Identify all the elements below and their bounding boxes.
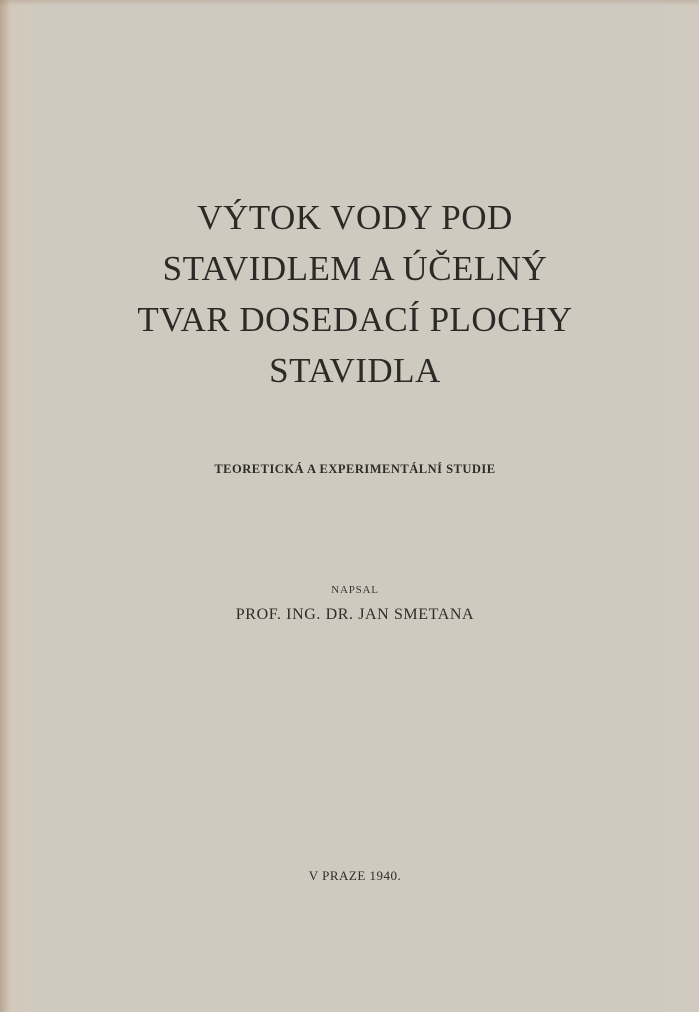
title-line-3: TVAR DOSEDACÍ PLOCHY [137,300,573,339]
title-line-4: STAVIDLA [269,351,441,390]
book-title [80,192,630,396]
place-and-year: V PRAZE 1940. [308,868,402,883]
book-subtitle: TEORETICKÁ A EXPERIMENTÁLNÍ STUDIE [214,462,496,476]
top-edge-shadow [0,0,699,6]
written-by-label: NAPSAL [331,584,379,596]
author-name: PROF. ING. DR. JAN SMETANA [235,606,475,623]
title-line-2: STAVIDLEM A ÚČELNÝ [162,249,548,288]
title-line-1: VÝTOK VODY POD [197,198,513,237]
spine-shadow [0,0,10,1012]
